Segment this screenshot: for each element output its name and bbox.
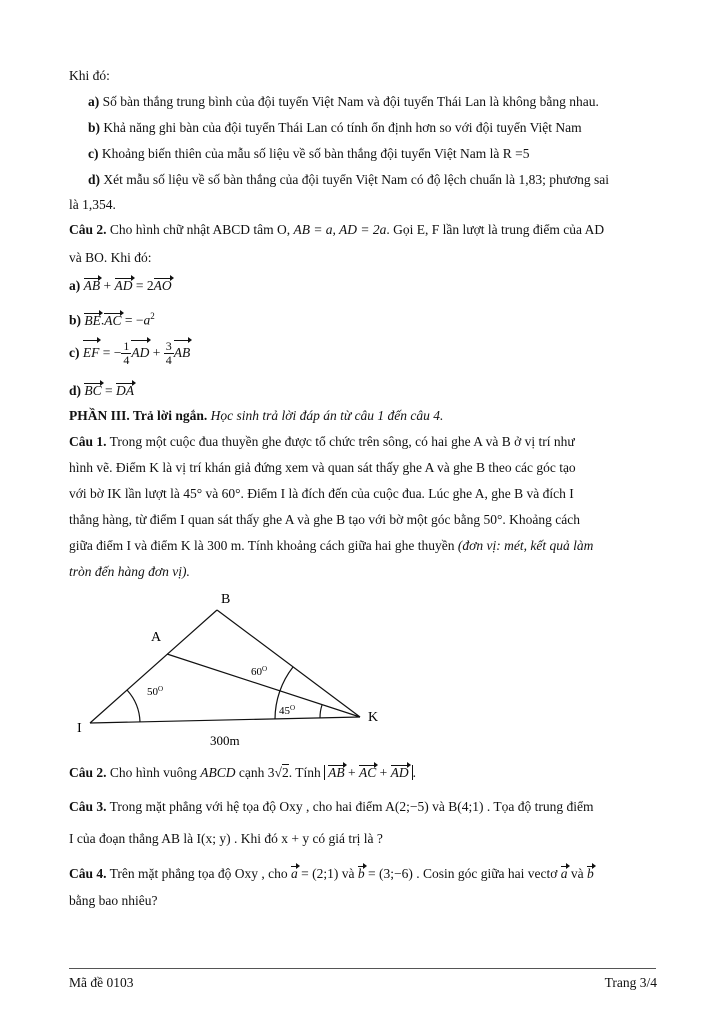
segment-AK [167, 654, 360, 717]
angle-arc-45 [320, 705, 322, 718]
footer-page-number: Trang 3/4 [604, 975, 657, 990]
boat-race-figure [69, 589, 399, 749]
label-I: I [77, 721, 82, 736]
intro-text: Khi đó: [69, 68, 110, 83]
angle-label-I: $50^O$ [147, 685, 164, 698]
cau2-option-a: a) AB + AD = 2AO [69, 278, 172, 293]
segment-IB [90, 610, 217, 723]
label-A: A [151, 630, 162, 645]
q3-line2: I của đoạn thẳng AB là I(x; y) . Khi đó x + y có giá trị là ? [69, 831, 383, 846]
angle-label-45: $45^O$ [279, 704, 296, 717]
footer-divider [69, 968, 656, 969]
q1-line4: thẳng hàng, từ điểm I quan sát thấy ghe A và ghe B tạo với bờ một góc bằng 50°. Khoảng cách [69, 512, 581, 527]
distance-label: 300m [210, 733, 240, 748]
q1-line5: giữa điểm I và điểm K là 300 m. Tính khoảng cách giữa hai ghe thuyền (đơn vị: mét, kết quả làm [69, 538, 594, 553]
cau2-option-c: c) EF = − $\frac{1}{4}$ AD + $\frac{3}{4}$ AB [69, 339, 191, 368]
angle-label-60: $60^O$ [251, 665, 268, 678]
cau2-option-d: d) BC = DA [69, 383, 135, 398]
statement-d-continued: là 1,354. [69, 197, 116, 212]
footer-exam-code: Mã đề 0103 [69, 975, 134, 990]
statement-b: b) Khả năng ghi bàn của đội tuyển Thái Lan có tính ổn định hơn so với đội tuyển Việt Nam [88, 120, 582, 135]
cau2-line2: và BO. Khi đó: [69, 250, 152, 265]
cau2-option-b: b) $BE.AC = -a^2$ [69, 311, 155, 328]
statement-c: c) Khoảng biến thiên của mẫu số liệu về số bàn thắng đội tuyển Việt Nam là R =5 [88, 146, 530, 161]
label-B: B [221, 592, 231, 607]
part3-heading: PHẦN III. Trả lời ngắn. Học sinh trả lời đáp án từ câu 1 đến câu 4. [69, 408, 444, 423]
q3-line1: Câu 3. Trong mặt phẳng với hệ tọa độ Oxy , cho hai điểm A(2;−5) và B(4;1) . Tọa độ trung điểm [69, 799, 594, 814]
cau2-question: Câu 2. Cho hình chữ nhật ABCD tâm O, AB = a, AD = 2a. Gọi E, F lần lượt là trung điểm của AD [69, 222, 605, 237]
q4-line1: Câu 4. Trên mặt phẳng tọa độ Oxy , cho a = (2;1) và b = (3;−6) . Cosin góc giữa hai vectơ a và b [69, 866, 594, 881]
q1-line1: Câu 1. Trong một cuộc đua thuyền ghe được tổ chức trên sông, có hai ghe A và B ở vị trí như [69, 434, 575, 449]
q1-line3: với bờ IK lần lượt là 45° và 60°. Điểm I là đích đến của cuộc đua. Lúc ghe A, ghe B và đích I [69, 486, 574, 501]
q1-line2: hình vẽ. Điểm K là vị trí khán giả đứng xem và quan sát thấy ghe A và ghe B theo các góc tạo [69, 460, 576, 475]
q4-line2: bằng bao nhiêu? [69, 893, 158, 908]
statement-a: a) Số bàn thắng trung bình của đội tuyển Việt Nam và đội tuyển Thái Lan là không bằng nhau. [88, 94, 599, 109]
q1-line6: tròn đến hàng đơn vị). [69, 564, 190, 579]
q2-question: Câu 2. Cho hình vuông ABCD cạnh 3√2. Tính AB + AC + AD . [69, 765, 416, 780]
angle-arc-I [127, 690, 140, 722]
segment-BK [217, 610, 360, 717]
statement-d: d) Xét mẫu số liệu về số bàn thắng của đội tuyển Việt Nam có độ lệch chuẩn là 1,83; phương sai [88, 172, 610, 187]
label-K: K [368, 710, 379, 725]
